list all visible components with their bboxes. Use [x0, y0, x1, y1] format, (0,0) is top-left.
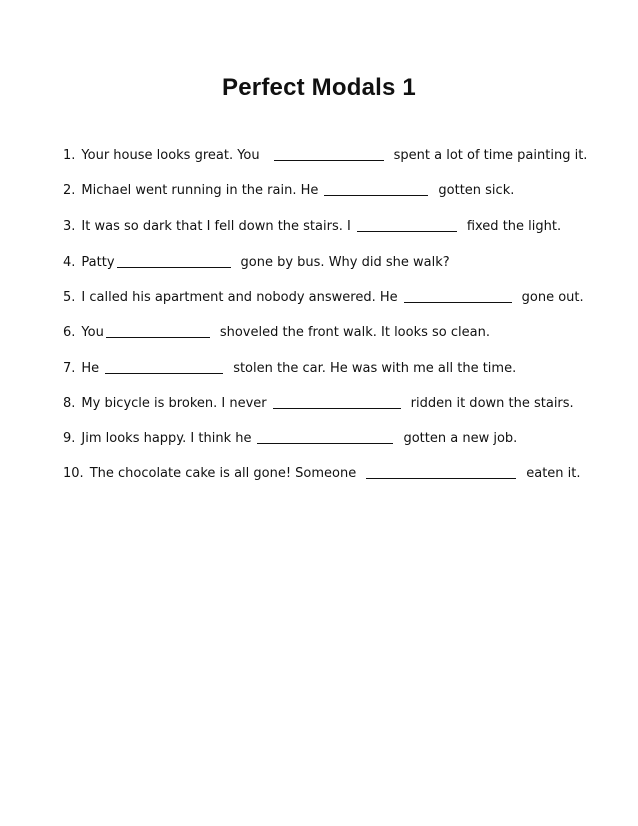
question-text-after: gotten a new job.: [403, 431, 518, 446]
question-text-after: ridden it down the stairs.: [410, 396, 574, 411]
question-number: 5.: [63, 290, 76, 305]
question-text-before: You: [81, 325, 104, 340]
answer-blank[interactable]: [404, 288, 512, 303]
question-item: [63, 464, 581, 484]
answer-blank[interactable]: [366, 464, 516, 479]
question-text-before: I called his apartment and nobody answered. He: [81, 290, 398, 305]
question-item: [63, 288, 584, 308]
question-text-after: shoveled the front walk. It looks so clean.: [219, 325, 490, 340]
question-number: 9.: [63, 431, 76, 446]
question-item: [63, 253, 450, 273]
answer-blank[interactable]: [117, 253, 231, 268]
answer-blank[interactable]: [273, 394, 401, 409]
question-text-before: Jim looks happy. I think he: [81, 431, 252, 446]
question-number: 3.: [63, 219, 76, 234]
question-text-after: gone by bus. Why did she walk?: [240, 255, 450, 270]
answer-blank[interactable]: [257, 429, 393, 444]
question-text-before: Your house looks great. You: [81, 148, 260, 163]
question-text-before: Michael went running in the rain. He: [81, 183, 319, 198]
answer-blank[interactable]: [357, 217, 457, 232]
question-text-after: eaten it.: [526, 466, 581, 481]
question-text-before: The chocolate cake is all gone! Someone: [89, 466, 357, 481]
question-item: [63, 217, 561, 237]
question-text-before: My bicycle is broken. I never: [81, 396, 267, 411]
question-item: [63, 429, 517, 449]
answer-blank[interactable]: [324, 181, 428, 196]
question-number: 1.: [63, 148, 76, 163]
answer-blank[interactable]: [105, 359, 223, 374]
question-number: 7.: [63, 361, 76, 376]
question-item: [63, 359, 516, 379]
question-text-after: spent a lot of time painting it.: [393, 148, 588, 163]
answer-blank[interactable]: [106, 323, 210, 338]
page-title: Perfect Modals 1: [222, 74, 416, 101]
answer-blank[interactable]: [274, 146, 384, 161]
question-number: 8.: [63, 396, 76, 411]
question-item: [63, 323, 490, 343]
question-text-after: stolen the car. He was with me all the time.: [233, 361, 517, 376]
question-number: 10.: [63, 466, 84, 481]
question-item: [63, 181, 514, 201]
question-number: 6.: [63, 325, 76, 340]
question-text-before: It was so dark that I fell down the stairs. I: [81, 219, 351, 234]
question-text-before: Patty: [81, 255, 115, 270]
question-number: 4.: [63, 255, 76, 270]
question-text-after: fixed the light.: [466, 219, 562, 234]
question-text-after: gotten sick.: [438, 183, 515, 198]
question-text-before: He: [81, 361, 100, 376]
question-item: [63, 394, 574, 414]
question-text-after: gone out.: [521, 290, 584, 305]
question-item: [63, 146, 587, 166]
question-number: 2.: [63, 183, 76, 198]
